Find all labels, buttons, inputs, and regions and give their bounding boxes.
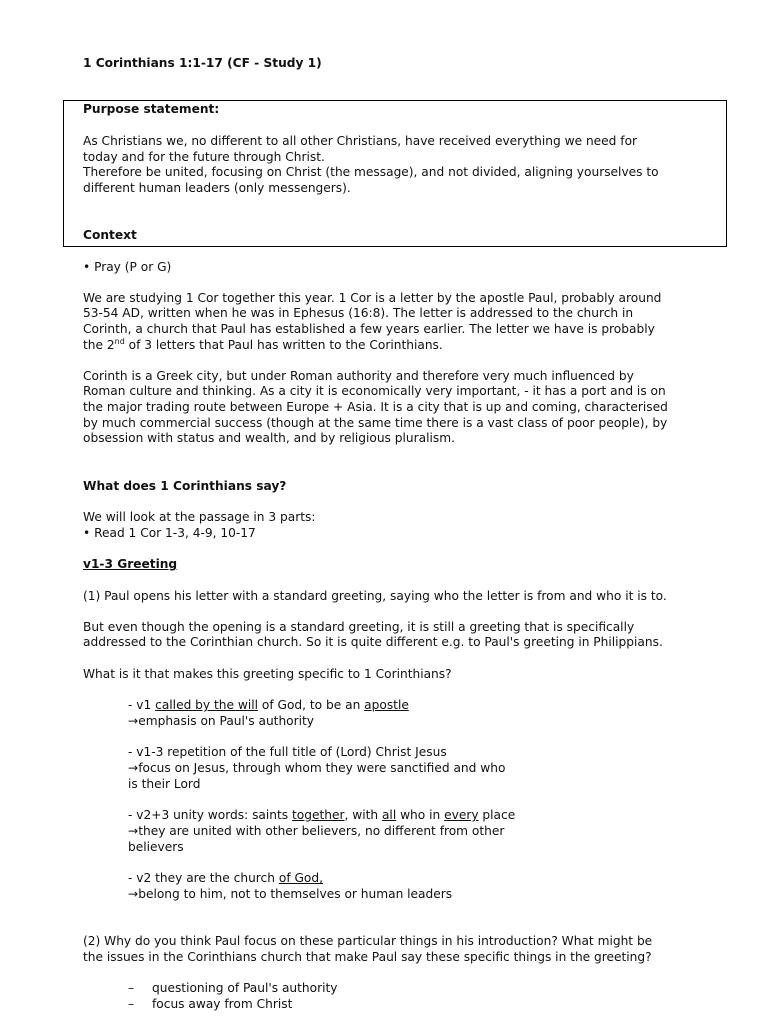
- purpose-line: today and for the future through Christ.: [83, 150, 325, 164]
- dash-marker: –: [128, 981, 135, 995]
- point-v1-3-sub: is their Lord: [128, 777, 201, 791]
- paragraph-line: addressed to the Corinthian church. So it is quite different e.g. to Paul's greeting in Philippians.: [83, 635, 663, 649]
- point-v2: - v2 they are the church of God,: [128, 871, 323, 885]
- paragraph-line: Roman culture and thinking. As a city it is economically very important, - it has a port and is on: [83, 384, 666, 398]
- issue-item: focus away from Christ: [152, 997, 293, 1011]
- point-v1-3-sub: →focus on Jesus, through whom they were sanctified and who: [128, 761, 506, 775]
- document-title: 1 Corinthians 1:1-17 (CF - Study 1): [83, 56, 322, 70]
- paragraph-line: We are studying 1 Cor together this year. 1 Cor is a letter by the apostle Paul, probably around: [83, 291, 662, 305]
- question-one: (1) Paul opens his letter with a standard greeting, saying who the letter is from and who it is to.: [83, 589, 667, 603]
- point-v1: - v1 called by the will of God, to be an apostle: [128, 698, 409, 712]
- purpose-line: As Christians we, no different to all other Christians, have received everything we need for: [83, 134, 638, 148]
- point-v2-sub: →belong to him, not to themselves or human leaders: [128, 887, 453, 901]
- point-v1-3: - v1-3 repetition of the full title of (Lord) Christ Jesus: [128, 745, 447, 759]
- paragraph-line: But even though the opening is a standard greeting, it is still a greeting that is specifically: [83, 620, 635, 634]
- dash-marker: –: [128, 997, 135, 1011]
- point-v1-sub: →emphasis on Paul's authority: [128, 714, 315, 728]
- question-two: (2) Why do you think Paul focus on these particular things in his introduction? What might be: [83, 934, 653, 948]
- purpose-line: different human leaders (only messengers).: [83, 181, 351, 195]
- point-v2-3-sub: believers: [128, 840, 184, 854]
- paragraph-line: Corinth is a Greek city, but under Roman authority and therefore very much influenced by: [83, 369, 634, 383]
- paragraph-line: by much commercial success (though at the same time there is a vast class of poor people), by: [83, 416, 668, 430]
- question-line: What is it that makes this greeting specific to 1 Corinthians?: [83, 667, 452, 681]
- paragraph-line: 53-54 AD, written when he was in Ephesus (16:8). The letter is addressed to the church in: [83, 306, 634, 320]
- greeting-heading: v1-3 Greeting: [83, 557, 178, 571]
- point-v2-3-sub: →they are united with other believers, no different from other: [128, 824, 505, 838]
- paragraph-line: the major trading route between Europe + Asia. It is a city that is up and coming, characterised: [83, 400, 668, 414]
- read-bullet: • Read 1 Cor 1-3, 4-9, 10-17: [83, 526, 256, 540]
- purpose-line: Therefore be united, focusing on Christ (the message), and not divided, aligning yourselves to: [83, 165, 659, 179]
- purpose-heading: Purpose statement:: [83, 102, 220, 116]
- paragraph-line: Corinth, a church that Paul has established a few years earlier. The letter we have is probably: [83, 322, 655, 336]
- paragraph-line: obsession with status and wealth, and by religious pluralism.: [83, 431, 455, 445]
- pray-bullet: • Pray (P or G): [83, 260, 172, 274]
- context-heading: Context: [83, 228, 137, 242]
- question-two: the issues in the Corinthians church that make Paul say these specific things in the greeting?: [83, 950, 652, 964]
- paragraph-line: We will look at the passage in 3 parts:: [83, 510, 316, 524]
- section-heading: What does 1 Corinthians say?: [83, 479, 287, 493]
- issue-item: questioning of Paul's authority: [152, 981, 338, 995]
- point-v2-3: - v2+3 unity words: saints together, with all who in every place: [128, 808, 516, 822]
- paragraph-line: the 2nd of 3 letters that Paul has written to the Corinthians.: [83, 336, 443, 352]
